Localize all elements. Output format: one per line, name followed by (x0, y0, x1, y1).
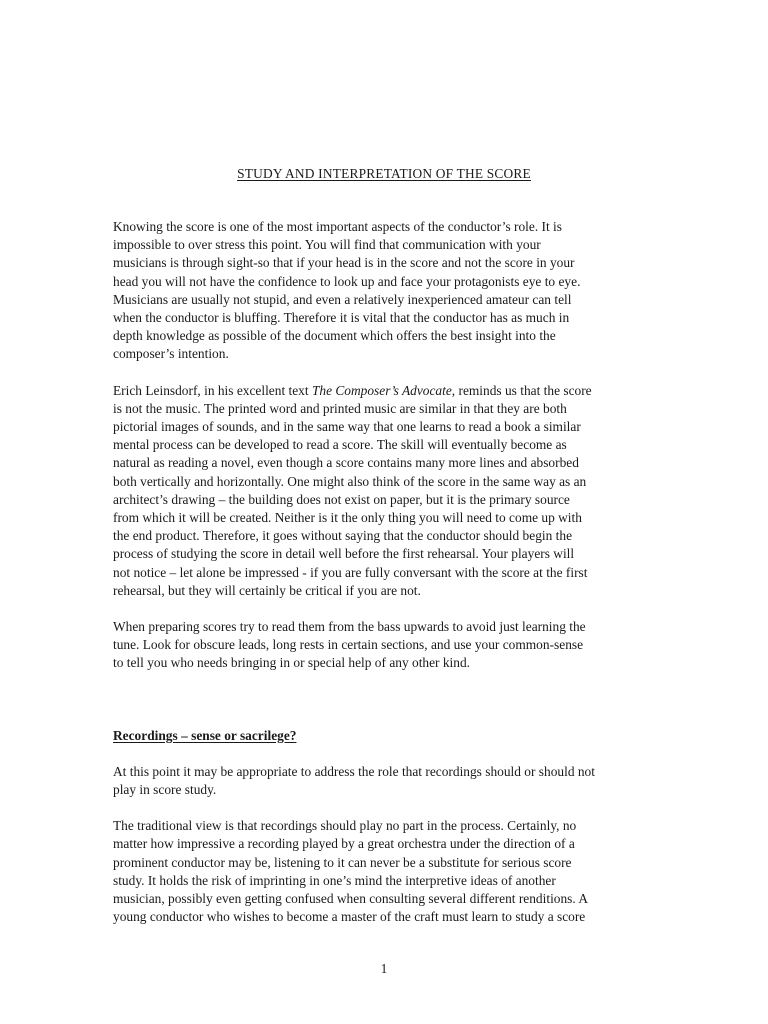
paragraph-4 (113, 763, 658, 799)
text-line: when the conductor is bluffing. Therefore it is vital that the conductor has as much in (113, 310, 570, 326)
text-line: mental process can be developed to read a score. The skill will eventually become as (113, 437, 567, 453)
text-line: At this point it may be appropriate to address the role that recordings should or should not (113, 763, 595, 779)
text-line: the end product. Therefore, it goes without saying that the conductor should begin the (113, 528, 573, 544)
text-line: process of studying the score in detail well before the first rehearsal. Your players will (113, 546, 575, 562)
text-line: Knowing the score is one of the most important aspects of the conductor’s role. It is (113, 219, 562, 234)
text-line: musician, possibly even getting confused when consulting several different renditions. A (113, 891, 589, 907)
text-line: impossible to over stress this point. You will find that communication with your (113, 237, 541, 253)
book-title: The Composer’s Advocate (311, 382, 452, 398)
text-line: musicians is through sight-so that if your head is in the score and not the score in your (113, 255, 575, 271)
section-heading: Recordings – sense or sacrilege? (113, 727, 297, 743)
text-line: The traditional view is that recordings should play no part in the process. Certainly, no (113, 818, 577, 834)
text-line: is not the music. The printed word and printed music are similar in that they are both (113, 400, 567, 416)
text-line: both vertically and horizontally. One might also think of the score in the same way as an (113, 473, 587, 489)
text-line: prominent conductor may be, listening to it can never be a substitute for serious score (113, 854, 572, 870)
text-line: natural as reading a novel, even though a score contains many more lines and absorbed (113, 455, 579, 471)
paragraph-1 (113, 218, 658, 364)
text-line: composer’s intention. (113, 346, 229, 362)
document-title: STUDY AND INTERPRETATION OF THE SCORE (237, 166, 531, 181)
text-run: Erich Leinsdorf, in his excellent text (113, 382, 312, 398)
text-line: to tell you who needs bringing in or special help of any other kind. (113, 655, 471, 671)
text-line: tune. Look for obscure leads, long rests in certain sections, and use your common-sense (113, 637, 584, 653)
text-line: pictorial images of sounds, and in the same way that one learns to read a book a similar (113, 419, 581, 435)
text-line: architect’s drawing – the building does not exist on paper, but it is the primary source (113, 491, 570, 507)
text-line: When preparing scores try to read them from the bass upwards to avoid just learning the (113, 619, 586, 635)
text-line: young conductor who wishes to become a master of the craft must learn to study a score (113, 909, 586, 925)
text-line: Musicians are usually not stupid, and even a relatively inexperienced amateur can tell (113, 291, 572, 307)
text-line: play in score study. (113, 782, 217, 798)
page-number: 1 (380, 961, 388, 976)
paragraph-3 (113, 618, 658, 673)
text-line: rehearsal, but they will certainly be critical if you are not. (113, 582, 421, 598)
paragraph-5 (113, 817, 658, 926)
text-line: from which it will be created. Neither is it the only thing you will need to come up with (113, 510, 582, 526)
text-line: study. It holds the risk of imprinting in one’s mind the interpretive ideas of another (113, 872, 556, 888)
document-body (113, 218, 658, 927)
text-line: depth knowledge as possible of the document which offers the best insight into the (113, 328, 556, 344)
text-line: not notice – let alone be impressed - if you are fully conversant with the score at the first (113, 564, 588, 580)
text-line (113, 382, 658, 400)
text-line: matter how impressive a recording played by a great orchestra under the direction of a (113, 836, 575, 852)
text-run: , reminds us that the score (451, 382, 592, 398)
paragraph-2 (113, 382, 658, 600)
text-line: head you will not have the confidence to look up and face your protagonists eye to eye. (113, 273, 581, 289)
